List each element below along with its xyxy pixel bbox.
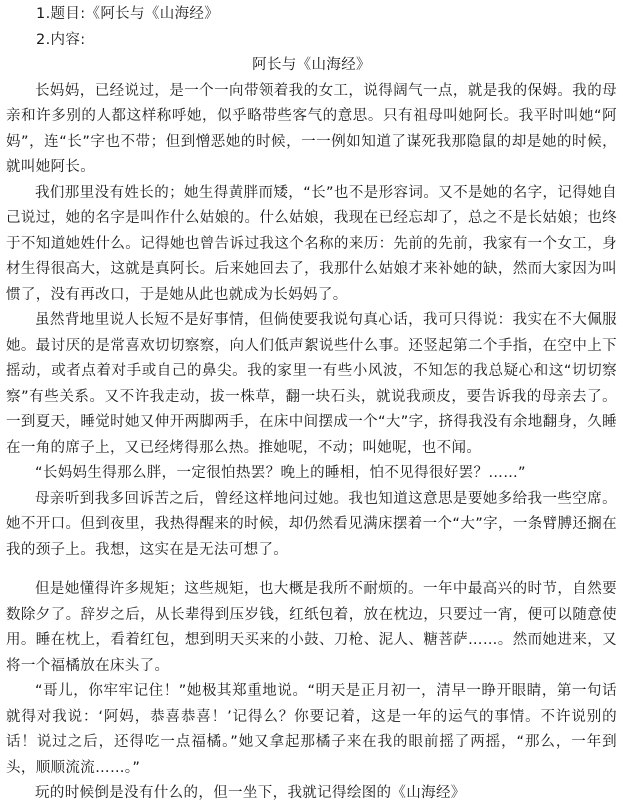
section-gap: [6, 563, 617, 577]
article-title: 阿长与《山海经》: [252, 57, 371, 73]
paragraph-6: 但是她懂得许多规矩；这些规矩，也大概是我所不耐烦的。一年中最高兴的时节，自然要数除夕了。辞岁之后，从长辈得到压岁钱，红纸包着，放在枕边，只要过一宵，便可以随意使用。睡在枕上，看着红包，想到明天买来的小鼓、刀枪、泥人、糖菩萨……。然而她进来，又将一个福橘放在床头了。: [6, 581, 617, 674]
topic-line: 1.题目:《阿长与《山海经》: [36, 6, 220, 22]
paragraph-5: 母亲听到我多回诉苦之后，曾经这样地问过她。我也知道这意思是要她多给我一些空席。她不开口。但到夜里，我热得醒来的时候，却仍然看见满床摆着一个“大”字，一条臂膊还搁在我的颈子上。我想，这实在是无法可想了。: [6, 490, 617, 558]
paragraph-7: “哥儿，你牢牢记住！”她极其郑重地说。“明天是正月初一，清早一睁开眼睛，第一句话就得对我说：‘阿妈，恭喜恭喜！’记得么？你要记着，这是一年的运气的事情。不许说别的话！说过之后，还得吃一点福橘。”她又拿起那橘子来在我的眼前摇了两摇，“那么，一年到头，顺顺流流……。”: [6, 683, 617, 776]
paragraph-8: 玩的时候倒是没有什么的，但一坐下，我就记得绘图的《山海经》: [35, 785, 466, 801]
paragraph-4: “长妈妈生得那么胖，一定很怕热罢？晚上的睡相，怕不见得很好罢？……”: [35, 465, 526, 481]
paragraph-1: 长妈妈，已经说过，是一个一向带领着我的女工，说得阔气一点，就是我的保姆。我的母亲和许多别的人都这样称呼她，似乎略带些客气的意思。只有祖母叫她阿长。我平时叫她“阿妈”，连“长”字也不带；但到憎恶她的时候，一一例如知道了谋死我那隐鼠的却是她的时候，就叫她阿长。: [6, 82, 617, 175]
paragraph-3: 虽然背地里说人长短不是好事情，但倘使要我说句真心话，我可只得说：我实在不大佩服她。最讨厌的是常喜欢切切察察，向人们低声絮说些什么事。还竖起第二个手指，在空中上下摇动，或者点着对手或自己的鼻尖。我的家里一有些小风波，不知怎的我总疑心和这“切切察察”有些关系。又不许我走动，拔一株草，翻一块石头，就说我顽皮，要告诉我的母亲去了。一到夏天，睡觉时她又伸开两脚两手，在床中间摆成一个“大”字，挤得我没有余地翻身，久睡在一角的席子上，又已经烤得那么热。推她呢，不动；叫她呢，也不闻。: [6, 312, 617, 456]
paragraph-2: 我们那里没有姓长的；她生得黄胖而矮，“长”也不是形容词。又不是她的名字，记得她自己说过，她的名字是叫作什么姑娘的。什么姑娘，我现在已经忘却了，总之不是长姑娘；也终于不知道她姓什么。记得她也曾告诉过我这个名称的来历：先前的先前，我家有一个女工，身材生得很高大，这就是真阿长。后来她回去了，我那什么姑娘才来补她的缺，然而大家因为叫惯了，没有再改口，于是她从此也就成为长妈妈了。: [6, 184, 617, 303]
content-label: 2.内容:: [36, 31, 86, 48]
